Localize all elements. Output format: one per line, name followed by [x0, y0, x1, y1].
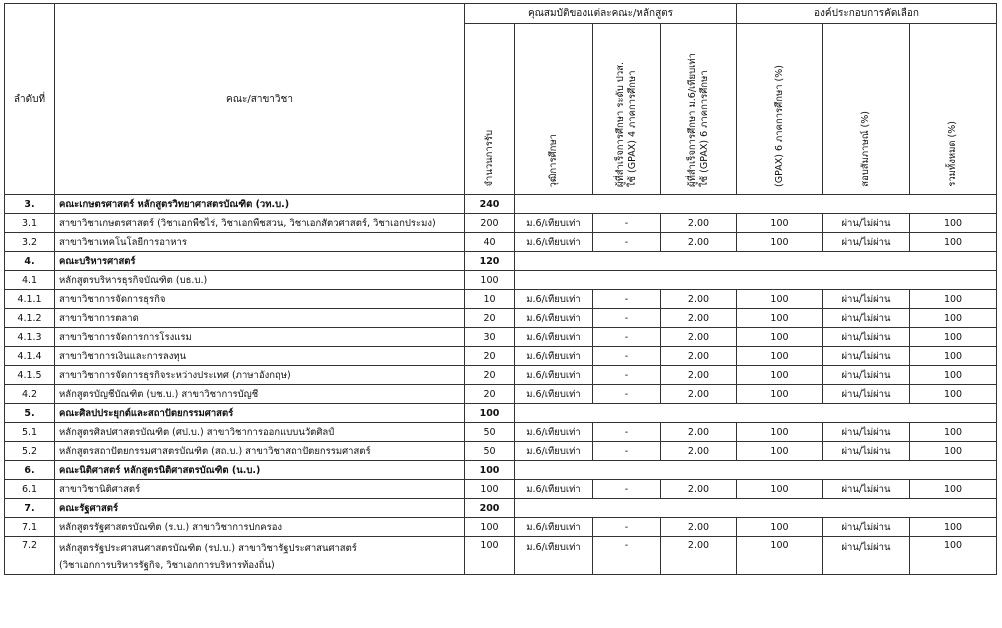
cell-vocational: -: [593, 309, 661, 328]
cell-interview: ผ่าน/ไม่ผ่าน: [823, 385, 910, 404]
cell-name: คณะเกษตรศาสตร์ หลักสูตรวิทยาศาสตรบัณฑิต (วท.บ.): [55, 195, 465, 214]
cell-seq: 6.: [5, 461, 55, 480]
cell-education: ม.6/เทียบเท่า: [515, 290, 593, 309]
cell-seq: 5.: [5, 404, 55, 423]
cell-total: 100: [910, 214, 997, 233]
cell-seq: 5.2: [5, 442, 55, 461]
cell-empty: [515, 461, 997, 480]
cell-education: ม.6/เทียบเท่า: [515, 537, 593, 575]
cell-gpax-percent: 100: [737, 328, 823, 347]
cell-gpax-percent: 100: [737, 366, 823, 385]
faculty-row: [5, 499, 997, 518]
cell-interview: ผ่าน/ไม่ผ่าน: [823, 480, 910, 499]
cell-capacity: 20: [465, 347, 515, 366]
table-row: [5, 233, 997, 252]
cell-capacity: 120: [465, 252, 515, 271]
cell-vocational: -: [593, 347, 661, 366]
cell-capacity: 240: [465, 195, 515, 214]
table-body: [5, 195, 997, 575]
cell-capacity: 100: [465, 404, 515, 423]
faculty-row: [5, 252, 997, 271]
cell-education: ม.6/เทียบเท่า: [515, 423, 593, 442]
cell-total: 100: [910, 233, 997, 252]
header-gpax-percent: (GPAX) 6 ภาคการศึกษา (%): [737, 24, 823, 195]
cell-m6-gpax: 2.00: [661, 366, 737, 385]
cell-capacity: 200: [465, 214, 515, 233]
cell-capacity: 100: [465, 480, 515, 499]
cell-seq: 7.: [5, 499, 55, 518]
cell-total: 100: [910, 385, 997, 404]
faculty-row: [5, 461, 997, 480]
cell-name: หลักสูตรรัฐประศาสนศาสตรบัณฑิต (รป.บ.) สาขาวิชารัฐประศาสนศาสตร์ (วิชาเอกการบริหารรัฐกิจ, วิชาเอกการบริหารท้องถิ่น): [55, 537, 465, 575]
cell-empty: [515, 404, 997, 423]
cell-vocational: -: [593, 480, 661, 499]
header-vocational-gpax: ผู้ที่สำเร็จการศึกษา ระดับ ปวส. ใช้ (GPAX) 4 ภาคการศึกษา: [593, 24, 661, 195]
table-row: [5, 423, 997, 442]
table-row: [5, 328, 997, 347]
cell-seq: 4.1.1: [5, 290, 55, 309]
header-interview-percent: สอบสัมภาษณ์ (%): [823, 24, 910, 195]
cell-gpax-percent: 100: [737, 309, 823, 328]
header-group-qualifications: คุณสมบัติของแต่ละคณะ/หลักสูตร: [465, 4, 737, 24]
cell-name: หลักสูตรบัญชีบัณฑิต (บช.บ.) สาขาวิชาการบัญชี: [55, 385, 465, 404]
cell-interview: ผ่าน/ไม่ผ่าน: [823, 537, 910, 575]
table-row: [5, 290, 997, 309]
cell-capacity: 200: [465, 499, 515, 518]
cell-vocational: -: [593, 537, 661, 575]
cell-m6-gpax: 2.00: [661, 385, 737, 404]
cell-education: ม.6/เทียบเท่า: [515, 518, 593, 537]
cell-total: 100: [910, 442, 997, 461]
cell-total: 100: [910, 309, 997, 328]
table-row: [5, 214, 997, 233]
cell-seq: 4.1.4: [5, 347, 55, 366]
cell-name: หลักสูตรสถาปัตยกรรมศาสตรบัณฑิต (สถ.บ.) สาขาวิชาสถาปัตยกรรมศาสตร์: [55, 442, 465, 461]
cell-gpax-percent: 100: [737, 537, 823, 575]
cell-gpax-percent: 100: [737, 518, 823, 537]
cell-seq: 3.: [5, 195, 55, 214]
cell-vocational: -: [593, 518, 661, 537]
header-education: วุฒิการศึกษา: [515, 24, 593, 195]
cell-capacity: 50: [465, 442, 515, 461]
cell-name: สาขาวิชาการตลาด: [55, 309, 465, 328]
cell-education: ม.6/เทียบเท่า: [515, 480, 593, 499]
cell-education: ม.6/เทียบเท่า: [515, 366, 593, 385]
cell-vocational: -: [593, 214, 661, 233]
cell-m6-gpax: 2.00: [661, 233, 737, 252]
cell-name: สาขาวิชาเทคโนโลยีการอาหาร: [55, 233, 465, 252]
cell-name: สาขาวิชาเกษตรศาสตร์ (วิชาเอกพืชไร่, วิชาเอกพืชสวน, วิชาเอกสัตวศาสตร์, วิชาเอกประมง): [55, 214, 465, 233]
header-faculty: คณะ/สาขาวิชา: [55, 4, 465, 195]
cell-name: สาขาวิชานิติศาสตร์: [55, 480, 465, 499]
cell-education: ม.6/เทียบเท่า: [515, 328, 593, 347]
header-group-selection: องค์ประกอบการคัดเลือก: [737, 4, 997, 24]
cell-m6-gpax: 2.00: [661, 423, 737, 442]
cell-name: หลักสูตรบริหารธุรกิจบัณฑิต (บธ.บ.): [55, 271, 465, 290]
cell-empty: [515, 252, 997, 271]
cell-vocational: -: [593, 385, 661, 404]
cell-education: ม.6/เทียบเท่า: [515, 442, 593, 461]
cell-seq: 4.1: [5, 271, 55, 290]
cell-interview: ผ่าน/ไม่ผ่าน: [823, 309, 910, 328]
cell-gpax-percent: 100: [737, 214, 823, 233]
table-row: [5, 309, 997, 328]
header-seq: ลำดับที่: [5, 4, 55, 195]
cell-seq: 5.1: [5, 423, 55, 442]
cell-seq: 3.2: [5, 233, 55, 252]
cell-interview: ผ่าน/ไม่ผ่าน: [823, 214, 910, 233]
cell-m6-gpax: 2.00: [661, 518, 737, 537]
cell-name: หลักสูตรศิลปศาสตรบัณฑิต (ศป.บ.) สาขาวิชาการออกแบบนวัตศิลป์: [55, 423, 465, 442]
cell-education: ม.6/เทียบเท่า: [515, 233, 593, 252]
cell-name: สาขาวิชาการจัดการธุรกิจระหว่างประเทศ (ภาษาอังกฤษ): [55, 366, 465, 385]
cell-name: สาขาวิชาการจัดการธุรกิจ: [55, 290, 465, 309]
cell-name: สาขาวิชาการเงินและการลงทุน: [55, 347, 465, 366]
cell-name: คณะบริหารศาสตร์: [55, 252, 465, 271]
cell-capacity: 40: [465, 233, 515, 252]
cell-total: 100: [910, 423, 997, 442]
cell-seq: 4.1.3: [5, 328, 55, 347]
cell-total: 100: [910, 328, 997, 347]
cell-total: 100: [910, 518, 997, 537]
cell-capacity: 100: [465, 271, 515, 290]
cell-interview: ผ่าน/ไม่ผ่าน: [823, 442, 910, 461]
cell-gpax-percent: 100: [737, 480, 823, 499]
table-row: [5, 480, 997, 499]
cell-seq: 4.2: [5, 385, 55, 404]
cell-name: หลักสูตรรัฐศาสตรบัณฑิต (ร.บ.) สาขาวิชาการปกครอง: [55, 518, 465, 537]
cell-capacity: 20: [465, 366, 515, 385]
cell-capacity: 100: [465, 461, 515, 480]
table-row: [5, 347, 997, 366]
cell-m6-gpax: 2.00: [661, 347, 737, 366]
cell-gpax-percent: 100: [737, 233, 823, 252]
cell-name: คณะรัฐศาสตร์: [55, 499, 465, 518]
cell-vocational: -: [593, 366, 661, 385]
table-row: [5, 385, 997, 404]
cell-m6-gpax: 2.00: [661, 214, 737, 233]
cell-empty: [515, 195, 997, 214]
program-row: [5, 271, 997, 290]
cell-vocational: -: [593, 442, 661, 461]
cell-name: คณะนิติศาสตร์ หลักสูตรนิติศาสตรบัณฑิต (น.บ.): [55, 461, 465, 480]
cell-interview: ผ่าน/ไม่ผ่าน: [823, 347, 910, 366]
cell-seq: 4.1.5: [5, 366, 55, 385]
cell-vocational: -: [593, 233, 661, 252]
cell-interview: ผ่าน/ไม่ผ่าน: [823, 366, 910, 385]
cell-capacity: 20: [465, 309, 515, 328]
cell-capacity: 10: [465, 290, 515, 309]
cell-capacity: 30: [465, 328, 515, 347]
cell-gpax-percent: 100: [737, 385, 823, 404]
header-total-percent: รวมทั้งหมด (%): [910, 24, 997, 195]
admission-criteria-table: [4, 3, 997, 575]
cell-education: ม.6/เทียบเท่า: [515, 347, 593, 366]
cell-gpax-percent: 100: [737, 442, 823, 461]
cell-gpax-percent: 100: [737, 290, 823, 309]
cell-total: 100: [910, 366, 997, 385]
cell-name: คณะศิลปประยุกต์และสถาปัตยกรรมศาสตร์: [55, 404, 465, 423]
cell-seq: 4.1.2: [5, 309, 55, 328]
cell-interview: ผ่าน/ไม่ผ่าน: [823, 423, 910, 442]
cell-gpax-percent: 100: [737, 423, 823, 442]
cell-total: 100: [910, 347, 997, 366]
cell-education: ม.6/เทียบเท่า: [515, 214, 593, 233]
cell-vocational: -: [593, 423, 661, 442]
cell-m6-gpax: 2.00: [661, 309, 737, 328]
cell-m6-gpax: 2.00: [661, 442, 737, 461]
cell-empty: [515, 271, 997, 290]
cell-education: ม.6/เทียบเท่า: [515, 309, 593, 328]
table-row: [5, 518, 997, 537]
cell-interview: ผ่าน/ไม่ผ่าน: [823, 328, 910, 347]
table-row: [5, 537, 997, 575]
cell-seq: 6.1: [5, 480, 55, 499]
cell-vocational: -: [593, 290, 661, 309]
cell-interview: ผ่าน/ไม่ผ่าน: [823, 233, 910, 252]
admission-table-container: [4, 3, 997, 575]
cell-interview: ผ่าน/ไม่ผ่าน: [823, 290, 910, 309]
cell-total: 100: [910, 290, 997, 309]
cell-m6-gpax: 2.00: [661, 290, 737, 309]
cell-name: สาขาวิชาการจัดการการโรงแรม: [55, 328, 465, 347]
table-row: [5, 442, 997, 461]
cell-capacity: 100: [465, 518, 515, 537]
cell-seq: 7.1: [5, 518, 55, 537]
cell-total: 100: [910, 480, 997, 499]
cell-m6-gpax: 2.00: [661, 328, 737, 347]
cell-gpax-percent: 100: [737, 347, 823, 366]
faculty-row: [5, 404, 997, 423]
faculty-row: [5, 195, 997, 214]
header-capacity: จำนวนการรับ: [465, 24, 515, 195]
cell-education: ม.6/เทียบเท่า: [515, 385, 593, 404]
cell-empty: [515, 499, 997, 518]
cell-total: 100: [910, 537, 997, 575]
header-m6-gpax: ผู้ที่สำเร็จการศึกษา ม.6/เทียบเท่า ใช้ (GPAX) 6 ภาคการศึกษา: [661, 24, 737, 195]
cell-m6-gpax: 2.00: [661, 537, 737, 575]
cell-capacity: 50: [465, 423, 515, 442]
cell-capacity: 20: [465, 385, 515, 404]
cell-seq: 4.: [5, 252, 55, 271]
cell-seq: 7.2: [5, 537, 55, 575]
cell-capacity: 100: [465, 537, 515, 575]
cell-vocational: -: [593, 328, 661, 347]
cell-interview: ผ่าน/ไม่ผ่าน: [823, 518, 910, 537]
cell-seq: 3.1: [5, 214, 55, 233]
table-row: [5, 366, 997, 385]
cell-m6-gpax: 2.00: [661, 480, 737, 499]
